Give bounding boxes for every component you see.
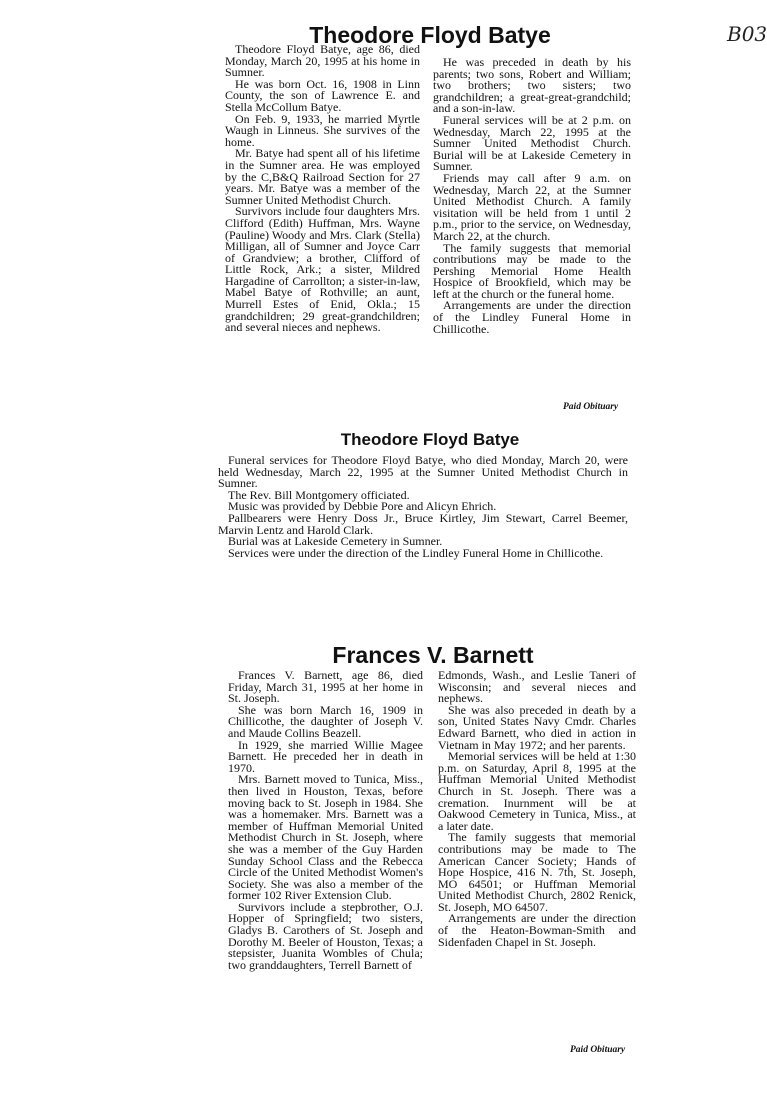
paragraph: Services were under the direction of the Lindley Funeral Home in Chillicothe.	[228, 545, 604, 560]
paragraph: The family suggests that memorial contributions may be made to The American Cancer Society; Hands of Hope Hospice, 416 N. 7th, St. Joseph, MO 64501; or Huffman Memorial United Methodist Church, 2802 Renick, St. Joseph, MO 64507.	[438, 830, 636, 914]
paragraph: Survivors include a stepbrother, O.J. Hopper of Springfield; two sisters, Gladys B. Carothers of St. Joseph and Dorothy M. Beeler of Houston, Texas; a stepsister, Juanita Wombles of Chula; two granddaughters, Terrell Barnett of	[228, 899, 423, 972]
paragraph: She was born March 16, 1909 in Chillicothe, the daughter of Joseph V. and Maude Collins Beazell.	[228, 702, 423, 740]
obituary-3-title: Frances V. Barnett	[332, 642, 534, 668]
paragraph: Arrangements are under the direction of the Lindley Funeral Home in Chillicothe.	[433, 298, 631, 336]
paragraph: In 1929, she married Willie Magee Barnett. He preceded her in death in 1970.	[228, 737, 423, 775]
paragraph: He was preceded in death by his parents; two sons, Robert and William; two brothers; two sisters; two grandchildren; a great-great-grandchild; and a son-in-law.	[433, 55, 631, 116]
paragraph: On Feb. 9, 1933, he married Myrtle Waugh in Linneus. She survives of the home.	[225, 111, 420, 149]
paragraph: Pallbearers were Henry Doss Jr., Bruce Kirtley, Jim Stewart, Carrel Beemer, Marvin Lentz and Harold Clark.	[218, 510, 628, 537]
paragraph: Funeral services will be at 2 p.m. on Wednesday, March 22, 1995 at the Sumner United Methodist Church. Burial will be at Lakeside Cemetery in Sumner.	[433, 112, 631, 174]
paragraph: Frances V. Barnett, age 86, died Friday, March 31, 1995 at her home in St. Joseph.	[228, 668, 423, 706]
paragraph: He was born Oct. 16, 1908 in Linn County, the son of Lawrence E. and Stella McCollum Batye.	[225, 76, 420, 114]
obituary-3-column-1	[228, 670, 423, 971]
paragraph: The Rev. Bill Montgomery officiated.	[228, 487, 410, 502]
paragraph: Arrangements are under the direction of the Heaton-Bowman-Smith and Sidenfaden Chapel in St. Joseph.	[438, 911, 636, 949]
paragraph: Music was provided by Debbie Pore and Alicyn Ehrich.	[228, 499, 497, 514]
obituary-1-title: Theodore Floyd Batye	[309, 22, 551, 48]
obituary-1-column-1	[225, 44, 420, 334]
obituary-3-column-2	[438, 670, 636, 948]
obituary-2-title: Theodore Floyd Batye	[340, 430, 520, 449]
paragraph: Mrs. Barnett moved to Tunica, Miss., then lived in Houston, Texas, before moving back to St. Joseph in 1984. She was a homemaker. Mrs. Barnett was a member of Huffman Memorial United Methodist Church in St. Joseph, where she was a member of the Guy Harden Sunday School Class and the Rebecca Circle of the United Methodist Women's Society. She was also a member of the former 102 River Extension Club.	[228, 772, 423, 903]
paragraph: Memorial services will be held at 1:30 p.m. on Saturday, April 8, 1995 at the Huffman Memorial United Methodist Church in St. Joseph. There was a cremation. Inurnment will be at Oakwood Cemetery in Tunica, Miss., at a later date.	[438, 749, 636, 833]
obituary-1-column-2	[433, 57, 631, 335]
paragraph: Mr. Batye had spent all of his lifetime in the Sumner area. He was employed by the C,B&Q Railroad Section for 27 years. Mr. Batye was a member of the Sumner United Methodist Church.	[225, 146, 420, 207]
paragraph: She was also preceded in death by a son, United States Navy Cmdr. Charles Edward Barnett, who died in action in Vietnam in May 1972; and her parents.	[438, 702, 636, 752]
paragraph: Survivors include four daughters Mrs. Clifford (Edith) Huffman, Mrs. Wayne (Pauline) Woody and Mrs. Clark (Stella) Milligan, all of Sumner and Joyce Carr of Grandview; a brother, Clifford of Little Rock, Ark.; a sister, Mildred Hargadine of Carrollton; a sister-in-law, Mabel Batye of Rothville; an aunt, Murrell Estes of Enid, Okla.; 15 grandchildren; 29 great-grandchildren; and several nieces and nephews.	[225, 204, 420, 335]
paid-obituary-label: Paid Obituary	[570, 1045, 626, 1055]
paragraph: Edmonds, Wash., and Leslie Taneri of Wisconsin; and several nieces and nephews.	[438, 668, 636, 706]
paragraph: Theodore Floyd Batye, age 86, died Monday, March 20, 1995 at his home in Sumner.	[225, 42, 420, 80]
corner-mark: B03	[727, 22, 767, 46]
paid-obituary-label: Paid Obituary	[563, 402, 619, 412]
obituary-2-body	[218, 455, 628, 559]
paragraph: Burial was at Lakeside Cemetery in Sumner.	[228, 534, 443, 549]
paragraph: Friends may call after 9 a.m. on Wednesday, March 22, at the Sumner United Methodist Church. A family visitation will be held from 1 until 2 p.m., prior to the service, on Wednesday, March 22, at the church.	[433, 170, 631, 243]
paragraph: Funeral services for Theodore Floyd Batye, who died Monday, March 20, were held Wednesday, March 22, 1995 at the Sumner United Methodist Church in Sumner.	[218, 453, 628, 491]
paragraph: The family suggests that memorial contributions may be made to the Pershing Memorial Home Health Hospice of Brookfield, which may be left at the church or the funeral home.	[433, 240, 631, 301]
